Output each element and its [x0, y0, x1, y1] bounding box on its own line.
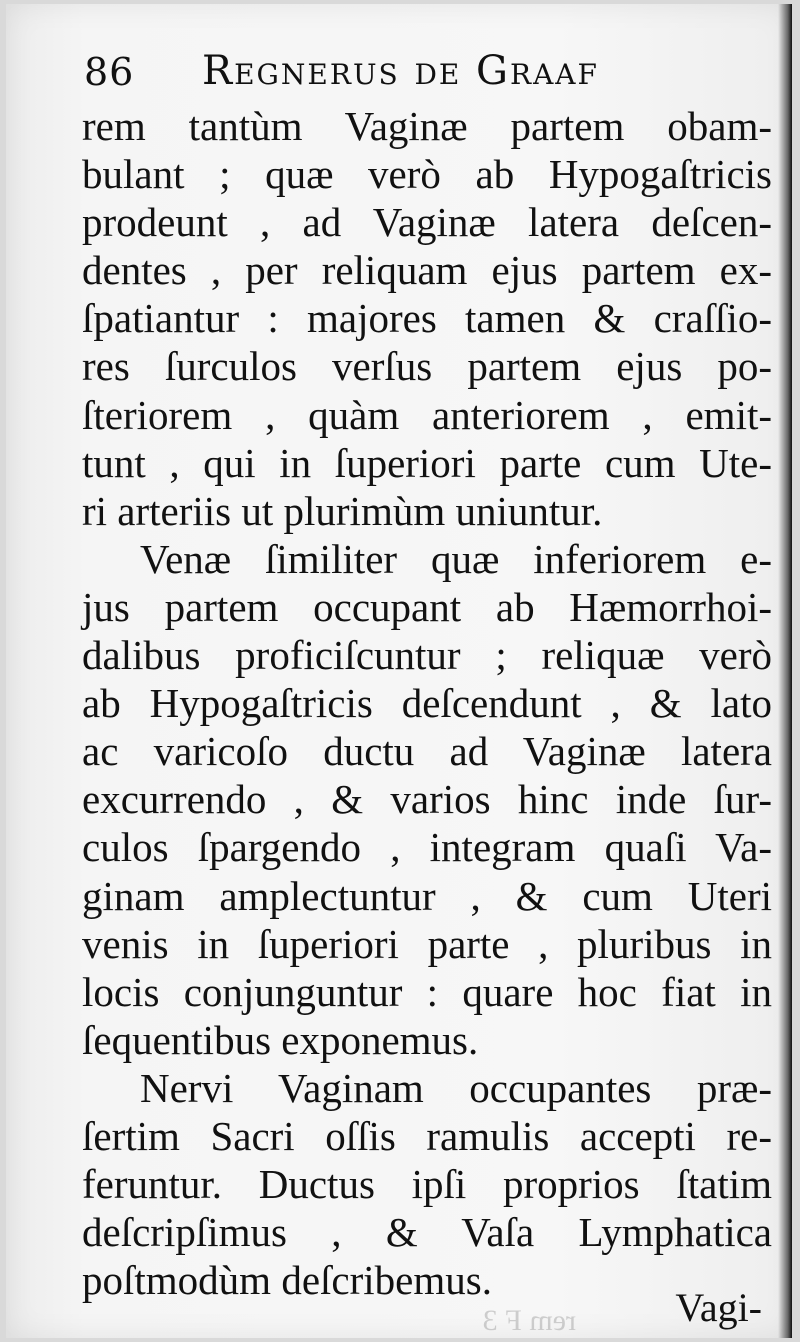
- text-line: ac varicoſo ductu ad Vaginæ latera: [82, 728, 772, 775]
- text-line: jus partem occupant ab Hæmorrhoi-: [82, 583, 772, 630]
- text-line: feruntur. Ductus ipſi proprios ſtatim: [82, 1161, 772, 1208]
- page-header: [84, 44, 764, 104]
- text-line: ſteriorem , quàm anteriorem , emit-: [82, 391, 772, 438]
- paragraph-start-line: Nervi Vaginam occupantes præ-: [140, 1064, 772, 1111]
- body-text: [82, 102, 772, 1304]
- paragraph-start-line: Venæ ſimiliter quæ inferiorem e-: [140, 535, 772, 582]
- text-line: ſequentibus exponemus.: [82, 1016, 479, 1063]
- text-line: locis conjunguntur : quare hoc fiat in: [82, 968, 772, 1015]
- text-line: venis in ſuperiori parte , pluribus in: [82, 920, 772, 967]
- text-line: ſpatiantur : majores tamen & craſſio-: [82, 295, 772, 342]
- text-line: ri arteriis ut plurimùm uniuntur.: [82, 487, 603, 534]
- book-page: [6, 4, 792, 1338]
- text-line: excurrendo , & varios hinc inde ſur-: [82, 776, 772, 823]
- text-line: tunt , qui in ſuperiori parte cum Ute-: [82, 439, 772, 486]
- text-line: res ſurculos verſus partem ejus po-: [82, 343, 772, 390]
- show-through-text: rem F 3: [482, 1304, 576, 1337]
- text-line: dalibus proficiſcuntur ; reliquæ verò: [82, 632, 772, 679]
- text-line: bulant ; quæ verò ab Hypogaſtricis: [82, 151, 772, 198]
- page-number: 86: [84, 50, 135, 94]
- spine-shadow: [778, 4, 792, 1338]
- text-line: ſertim Sacri oſſis ramulis accepti re-: [82, 1112, 772, 1159]
- text-line: rem tantùm Vaginæ partem obam-: [82, 103, 772, 149]
- text-line: culos ſpargendo , integram quaſi Va-: [82, 824, 772, 871]
- running-head: Regnerus de Graaf: [202, 48, 599, 94]
- text-line: ginam amplectuntur , & cum Uteri: [82, 872, 772, 919]
- catchword: Vagi-: [675, 1285, 762, 1330]
- text-line: deſcripſimus , & Vaſa Lymphatica: [82, 1209, 772, 1256]
- text-line: ab Hypogaſtricis deſcendunt , & lato: [82, 680, 772, 727]
- text-line: prodeunt , ad Vaginæ latera deſcen-: [82, 199, 772, 246]
- text-line: dentes , per reliquam ejus partem ex-: [82, 247, 772, 294]
- text-line: poſtmodùm deſcribemus.: [82, 1257, 492, 1304]
